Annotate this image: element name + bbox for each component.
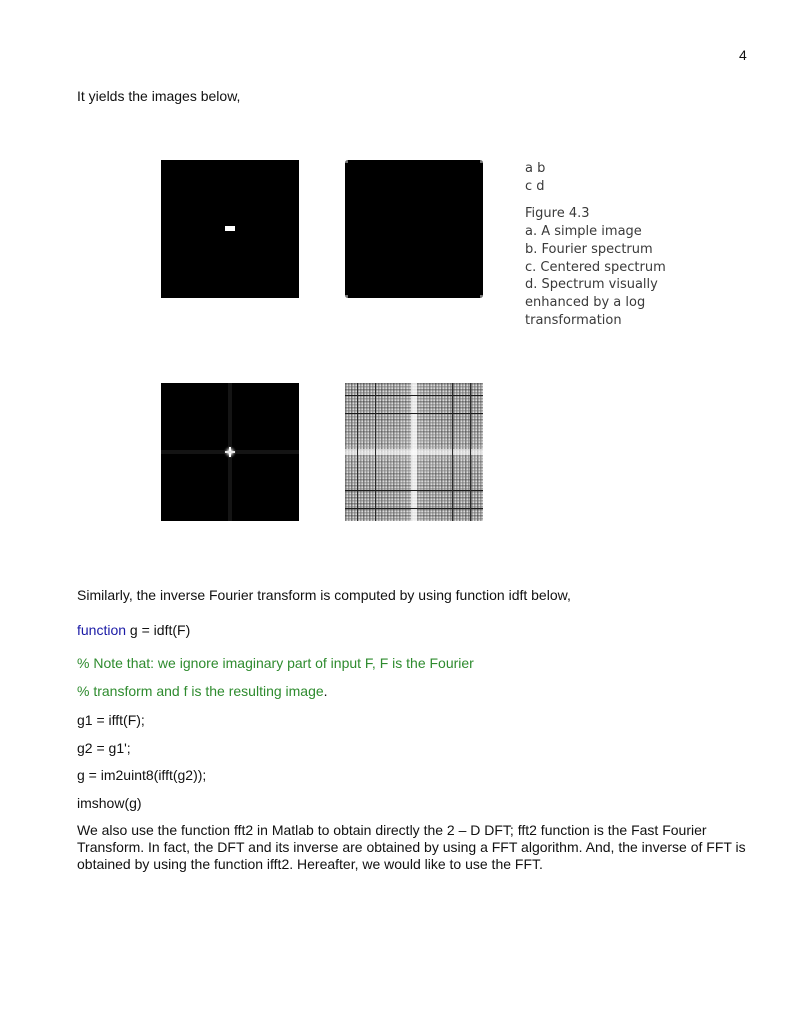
code-comment-2 [77, 683, 328, 699]
figure-image-centered-spectrum [161, 383, 299, 521]
caption-item: enhanced by a log [525, 294, 646, 310]
code-comment-1: % Note that: we ignore imaginary part of input F, F is the Fourier [77, 655, 474, 671]
figure-caption [525, 160, 666, 329]
caption-item: d. Spectrum visually [525, 277, 658, 293]
caption-layout-row1: a b [525, 161, 546, 176]
code-line-g2: g2 = g1'; [77, 740, 131, 756]
code-signature: g = idft(F) [126, 622, 191, 638]
inverse-intro-text: Similarly, the inverse Fourier transform is computed by using function idft below, [77, 587, 571, 603]
caption-item: c. Centered spectrum [525, 259, 666, 275]
caption-item: a. A simple image [525, 224, 642, 240]
code-line-imshow: imshow(g) [77, 795, 142, 811]
log-spectrum-graphic [345, 383, 483, 521]
closing-paragraph: We also use the function fft2 in Matlab to obtain directly the 2 – D DFT; fft2 function is the Fast Fourier Transform. In fact, the DFT and its inverse are obtained by using a FFT algorithm. And, the inverse of FFT is obtained by using the function ifft2. Hereafter, we would like to use the FFT. [77, 822, 746, 872]
code-comment-2-text: % transform and f is the resulting image [77, 683, 324, 699]
caption-item: b. Fourier spectrum [525, 241, 653, 257]
caption-layout-row2: c d [525, 178, 545, 194]
white-rectangle [225, 226, 235, 231]
centered-spectrum-graphic [161, 383, 299, 521]
figure-image-fourier-spectrum [345, 160, 483, 298]
figure-image-simple [161, 160, 299, 298]
caption-item: transformation [525, 312, 622, 328]
caption-title: Figure 4.3 [525, 206, 590, 222]
code-line-g: g = im2uint8(ifft(g2)); [77, 767, 207, 783]
code-line-function [77, 622, 190, 638]
intro-text: It yields the images below, [77, 88, 241, 104]
figure-image-log-spectrum [345, 383, 483, 521]
page-number: 4 [739, 47, 747, 63]
code-line-g1: g1 = ifft(F); [77, 712, 145, 728]
code-keyword-function: function [77, 622, 127, 638]
spectrum-corners [345, 160, 483, 298]
code-comment-2-tail: . [323, 683, 328, 699]
